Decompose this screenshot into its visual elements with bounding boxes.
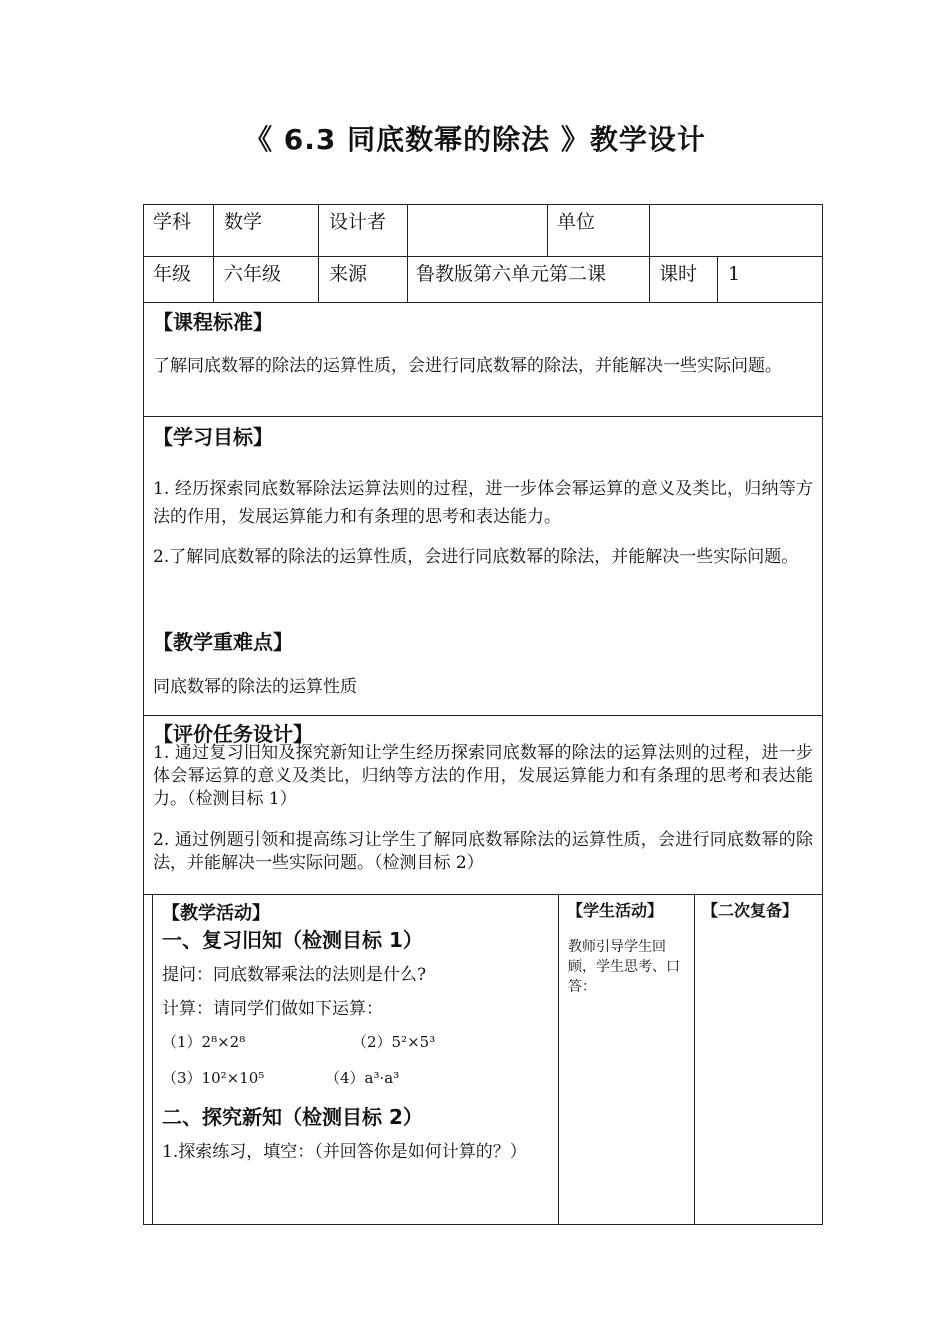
student-activity-text: 教师引导学生回顾，学生思考、口答： [568,939,680,995]
document-title: 《 6.3 同底数幂的除法 》教学设计 [244,123,706,156]
label-period: 课时 [659,263,698,285]
row-divider [143,302,823,303]
learning-goal-2: 2.了解同底数幂的除法的运算性质，会进行同底数幂的除法，并能解决一些实际问题。 [153,547,799,567]
review-section-heading: 一、复习旧知（检测目标 1） [162,928,423,952]
explore-text: 1.探索练习，填空：（并回答你是如何计算的？） [162,1142,527,1162]
explore-section-heading: 二、探究新知（检测目标 2） [162,1105,423,1129]
calc-intro: 计算：请同学们做如下运算： [162,999,383,1019]
exercise-4: （4）a³·a³ [325,1069,400,1087]
exercise-2: （2）5²×5³ [352,1033,436,1051]
col-divider [152,894,153,1225]
row-divider [143,894,823,895]
teaching-activity-heading: 【教学活动】 [162,903,270,924]
second-review-heading: 【二次复备】 [702,901,799,920]
label-source: 来源 [329,263,368,285]
label-designer: 设计者 [329,211,387,233]
label-unit: 单位 [557,211,596,233]
key-points-text: 同底数幂的除法的运算性质 [153,677,357,697]
col-divider [558,894,559,1225]
exercise-1: （1）2⁸×2⁸ [162,1033,246,1051]
row-divider [143,416,823,417]
label-grade: 年级 [153,263,192,285]
review-question: 提问：同底数幂乘法的法则是什么? [162,965,427,985]
col-divider [318,204,319,302]
col-divider [213,204,214,302]
col-divider [547,204,548,256]
value-period: 1 [728,263,741,285]
col-divider [717,256,718,302]
evaluation-heading: 【评价任务设计】 [153,722,313,746]
label-subject: 学科 [153,211,192,233]
row-divider [143,715,823,716]
col-divider [407,204,408,302]
value-subject: 数学 [224,211,263,233]
course-standard-heading: 【课程标准】 [153,310,273,334]
course-standard-text: 了解同底数幂的除法的运算性质，会进行同底数幂的除法，并能解决一些实际问题。 [153,356,782,376]
row-divider [143,256,823,257]
learning-goal-1: 1. 经历探索同底数幂除法运算法则的过程，进一步体会幂运算的意义及类比，归纳等方法的作用，发展运算能力和有条理的思考和表达能力。 [153,479,813,527]
value-grade: 六年级 [224,263,282,285]
learning-goals-heading: 【学习目标】 [153,425,273,449]
student-activity-heading: 【学生活动】 [567,901,664,920]
evaluation-item-2: 2. 通过例题引领和提高练习让学生了解同底数幂除法的运算性质，会进行同底数幂的除法，并能解决一些实际问题。（检测目标 2） [153,830,813,873]
exercise-3: （3）10²×10⁵ [162,1069,265,1087]
value-source: 鲁教版第六单元第二课 [416,263,607,285]
col-divider [694,894,695,1225]
key-points-heading: 【教学重难点】 [153,630,293,654]
col-divider [649,204,650,302]
evaluation-item-1: 1. 通过复习旧知及探究新知让学生经历探索同底数幂的除法的运算法则的过程，进一步体会幂运算的意义及类比，归纳等方法的作用，发展运算能力和有条理的思考和表达能力。（检测目标 1） [153,743,813,809]
